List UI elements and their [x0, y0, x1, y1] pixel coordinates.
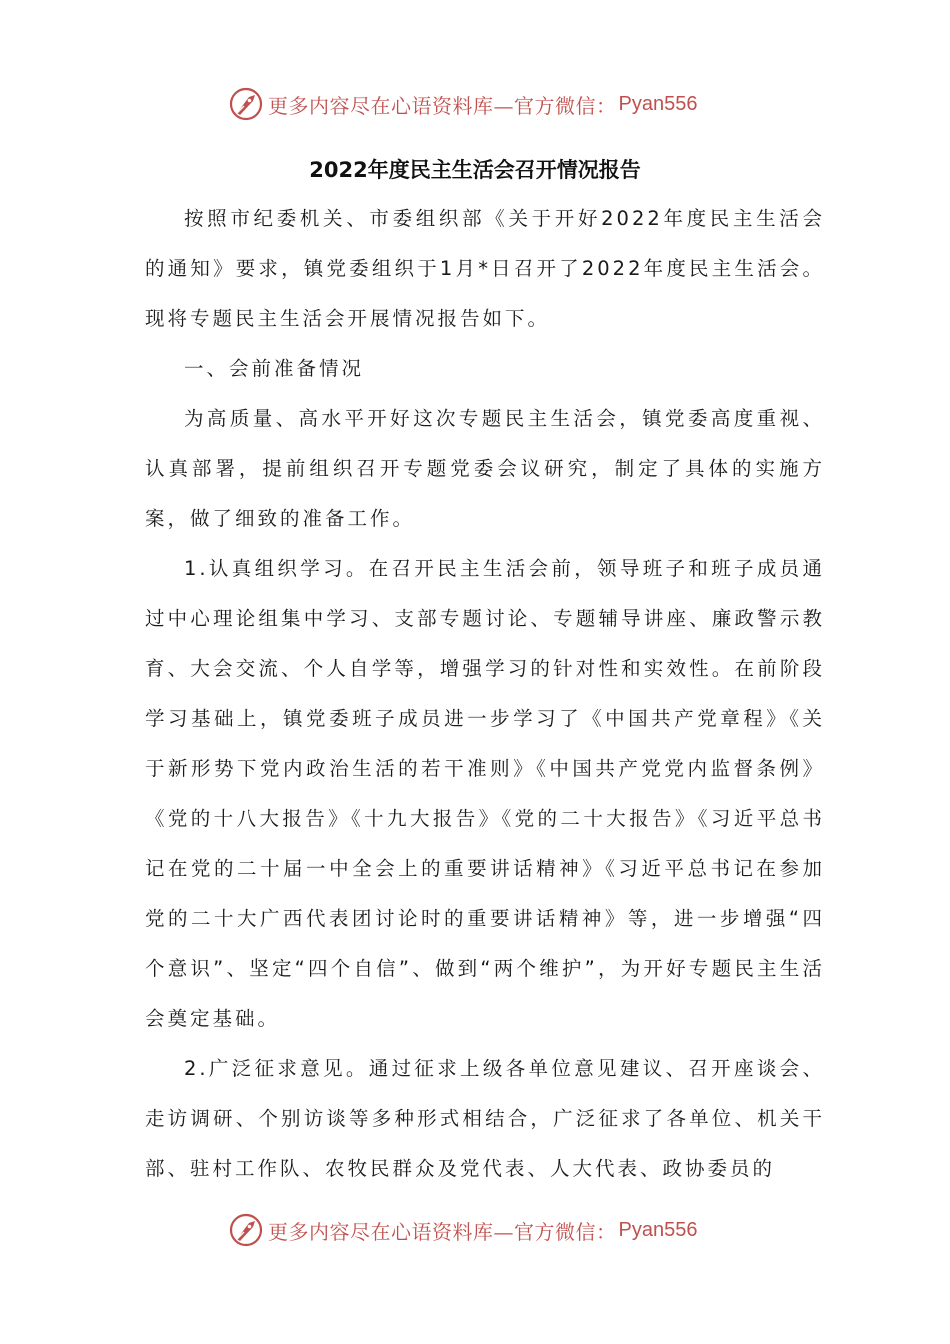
pen-nib-logo-icon — [228, 86, 264, 122]
body-paragraph: 2.广泛征求意见。通过征求上级各单位意见建议、召开座谈会、走访调研、个别访谈等多种形式相结合，广泛征求了各单位、机关干部、驻村工作队、农牧民群众及党代表、人大代表、政协委员的 — [145, 1057, 825, 1180]
pen-nib-logo-icon — [228, 1212, 264, 1248]
footer-watermark-banner — [228, 1210, 697, 1250]
header-watermark-banner — [228, 84, 697, 124]
document-title: 2022年度民主生活会召开情况报告 — [309, 158, 641, 182]
wechat-id: Pyan556 — [618, 1218, 698, 1241]
wechat-id: Pyan556 — [618, 92, 698, 115]
banner-slogan: 更多内容尽在心语资料库—官方微信： — [268, 1219, 617, 1244]
body-paragraph: 1.认真组织学习。在召开民主生活会前，领导班子和班子成员通过中心理论组集中学习、支部专题讨论、专题辅导讲座、廉政警示教育、大会交流、个人自学等，增强学习的针对性和实效性。在前阶段学习基础上，镇党委班子成员进一步学习了《中国共产党章程》《关于新形势下党内政治生活的若干准则》《中国共产党党内监督条例》《党的十八大报告》《十九大报告》《党的二十大报告》《习近平总书记在党的二十届一中全会上的重要讲话精神》《习近平总书记在参加党的二十大广西代表团讨论时的重要讲话精神》等，进一步增强“四个意识”、坚定“四个自信”、做到“两个维护”，为开好专题民主生活会奠定基础。 — [145, 557, 825, 1030]
document-body — [145, 194, 825, 1194]
banner-slogan: 更多内容尽在心语资料库—官方微信： — [268, 93, 617, 118]
intro-paragraph: 按照市纪委机关、市委组织部《关于开好2022年度民主生活会的通知》要求，镇党委组织于1月*日召开了2022年度民主生活会。现将专题民主生活会开展情况报告如下。 — [145, 207, 825, 330]
body-paragraph: 为高质量、高水平开好这次专题民主生活会，镇党委高度重视、认真部署，提前组织召开专题党委会议研究，制定了具体的实施方案，做了细致的准备工作。 — [145, 407, 825, 530]
section-heading: 一、会前准备情况 — [184, 357, 365, 380]
